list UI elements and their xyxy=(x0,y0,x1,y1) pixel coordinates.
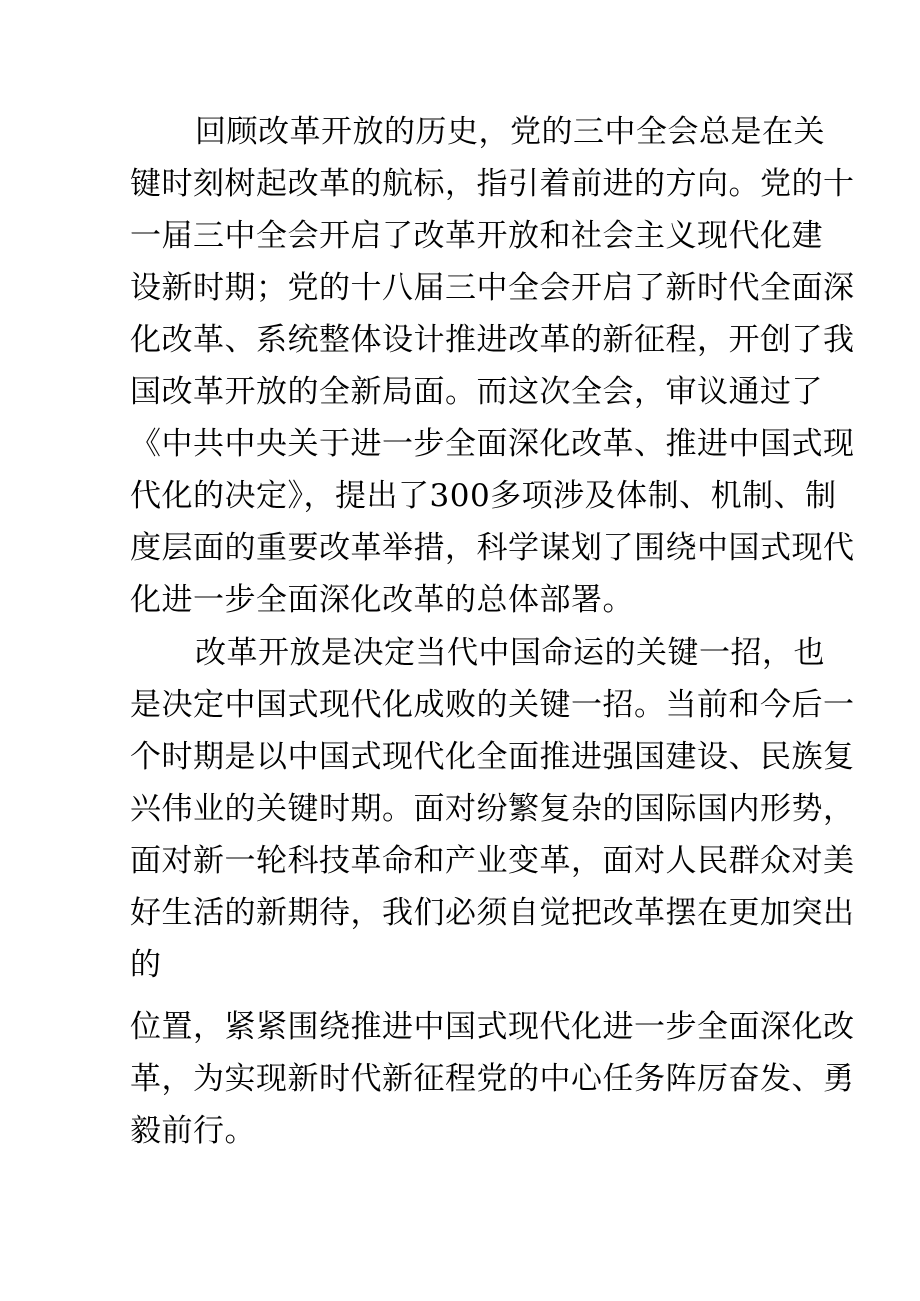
paragraph-line: 好生活的新期待，我们必须自觉把改革摆在更加突出 xyxy=(130,895,855,931)
paragraph-line: 革，为实现新时代新征程党的中心任务阵厉奋发、勇 xyxy=(130,1061,855,1097)
paragraph-line: 兴伟业的关键时期。面对纷繁复杂的国际国内形势， xyxy=(130,791,855,827)
paragraph-line: 的 xyxy=(130,947,162,983)
paragraph-line: 是决定中国式现代化成败的关键一招。当前和今后一 xyxy=(130,687,855,723)
paragraph-line: 改革开放是决定当代中国命运的关键一招，也 xyxy=(195,635,825,671)
paragraph-line: 回顾改革开放的历史，党的三中全会总是在关 xyxy=(195,114,825,150)
paragraph-3 xyxy=(0,1001,920,1157)
paragraph-line: 毅前行。 xyxy=(130,1113,256,1149)
paragraph-line: 化进一步全面深化改革的总体部署。 xyxy=(130,582,634,618)
paragraph-line: 度层面的重要改革举措，科学谋划了围绕中国式现代 xyxy=(130,530,855,566)
paragraph-line: 面对新一轮科技革命和产业变革，面对人民群众对美 xyxy=(130,843,855,879)
paragraph-2 xyxy=(0,627,920,991)
paragraph-line: 化改革、系统整体设计推进改革的新征程，开创了我 xyxy=(130,322,855,358)
paragraph-1 xyxy=(0,106,920,626)
paragraph-line: 个时期是以中国式现代化全面推进强国建设、民族复 xyxy=(130,739,855,775)
paragraph-line: 一届三中全会开启了改革开放和社会主义现代化建 xyxy=(130,218,823,254)
paragraph-line: 位置，紧紧围绕推进中国式现代化进一步全面深化改 xyxy=(130,1009,855,1045)
paragraph-line: 《中共中央关于进一步全面深化改革、推进中国式现 xyxy=(130,426,855,462)
paragraph-line: 代化的决定》，提出了300多项涉及体制、机制、制 xyxy=(130,478,837,514)
paragraph-line: 键时刻树起改革的航标，指引着前进的方向。党的十 xyxy=(130,166,855,202)
paragraph-line: 设新时期；党的十八届三中全会开启了新时代全面深 xyxy=(130,270,855,306)
paragraph-line: 国改革开放的全新局面。而这次全会，审议通过了 xyxy=(130,374,823,410)
